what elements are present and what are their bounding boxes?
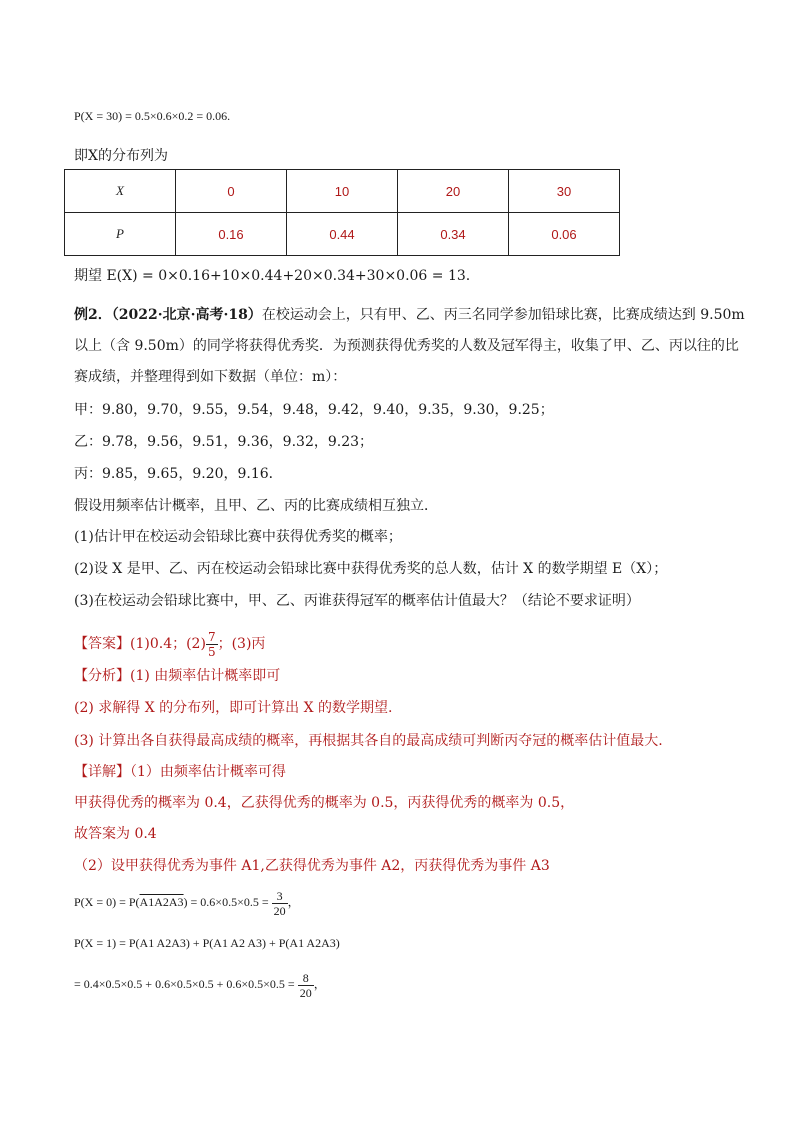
example-line-1 [74,305,745,325]
table-cell: 0.16 [176,213,287,256]
question-2: (2)设 X 是甲、乙、丙在校运动会铅球比赛中获得优秀奖的总人数，估计 X 的数学期望 E（X）； [74,561,668,577]
equation-p1: P(X = 1) = P(A1 A2A3) + P(A1 A2 A3) + P(A1 A2A3) [74,936,340,950]
answer-part-3: ；(3)丙 [217,636,266,652]
table-row [65,213,620,256]
detail-line-4: （2）设甲获得优秀为事件 A1,乙获得优秀为事件 A2，丙获得优秀为事件 A3 [74,858,550,874]
analysis-line-2: (2) 求解得 X 的分布列，即可计算出 X 的数学期望. [74,700,393,716]
table-cell: 0.34 [398,213,509,256]
assumption: 假设用频率估计概率，且甲、乙、丙的比赛成绩相互独立． [74,498,438,514]
answer-line [74,628,265,660]
analysis-line-1 [74,666,280,686]
equation-p1-fraction: $\frac{8}{20}$ [299,970,312,1000]
example-line-3: 赛成绩，并整理得到如下数据（单位：m）： [74,369,347,385]
complement-events: A1A2A3 [139,895,184,909]
answer-tag: 【答案】 [74,636,130,652]
table-cell: X [65,170,176,213]
table-cell: P [65,213,176,256]
data-bing: 丙：9.85，9.65，9.20，9.16． [74,466,283,482]
question-1: (1)估计甲在校运动会铅球比赛中获得优秀奖的概率； [74,529,402,545]
analysis-a1: (1) 由频率估计概率即可 [130,668,281,684]
equation-p0-fraction: $\frac{3}{20}$ [273,888,286,918]
table-cell: 10 [287,170,398,213]
detail-tag: 【详解】 [74,764,130,780]
table-cell: 0.44 [287,213,398,256]
analysis-tag: 【分析】 [74,668,130,684]
table-cell: 0 [176,170,287,213]
distribution-intro: 即X的分布列为 [74,148,168,164]
detail-line-2: 甲获得优秀的概率为 0.4，乙获得优秀的概率为 0.5，丙获得优秀的概率为 0.5， [74,795,575,811]
detail-line-3: 故答案为 0.4 [74,826,157,842]
data-jia: 甲：9.80，9.70，9.55，9.54，9.48，9.42，9.40，9.35，9.30，9.25； [74,402,554,418]
question-3: (3)在校运动会铅球比赛中，甲、乙、丙谁获得冠军的概率估计值最大？（结论不要求证明） [74,593,640,609]
table-row [65,170,620,213]
probability-x30-line: P(X = 30) = 0.5×0.6×0.2 = 0.06. [74,109,231,123]
example-label: 例2．（2022·北京·高考·18） [74,307,262,323]
example-text-1: 在校运动会上，只有甲、乙、丙三名同学参加铅球比赛，比赛成绩达到 9.50m [261,307,745,323]
table-cell: 30 [509,170,620,213]
answer-part-1: (1)0.4；(2) [130,636,206,652]
analysis-line-3: (3) 计算出各自获得最高成绩的概率，再根据其各自的最高成绩可判断丙夺冠的概率估计值最大. [74,733,663,749]
equation-p1-value: = 0.4×0.5×0.5 + 0.6×0.5×0.5 + 0.6×0.5×0.5 = $\frac{8}{20}$ ， [74,970,326,1000]
example-line-2: 以上（含 9.50m）的同学将获得优秀奖．为预测获得优秀奖的人数及冠军得主，收集了甲、乙、丙以往的比 [74,338,739,354]
detail-d1: （1）由频率估计概率可得 [130,764,286,780]
answer-fraction: $\frac{7}{5}$ [207,629,216,659]
table-cell: 0.06 [509,213,620,256]
table-cell: 20 [398,170,509,213]
data-yi: 乙：9.78，9.56，9.51，9.36，9.32，9.23； [74,434,374,450]
distribution-table [64,169,620,256]
expectation-line: 期望 E(X) = 0×0.16+10×0.44+20×0.34+30×0.06 = 13. [74,268,471,284]
detail-line-1 [74,762,286,782]
equation-p0: P(X = 0) = P(A1A2A3) = 0.6×0.5×0.5 = $\frac{3}{20}$ ， [74,888,300,918]
